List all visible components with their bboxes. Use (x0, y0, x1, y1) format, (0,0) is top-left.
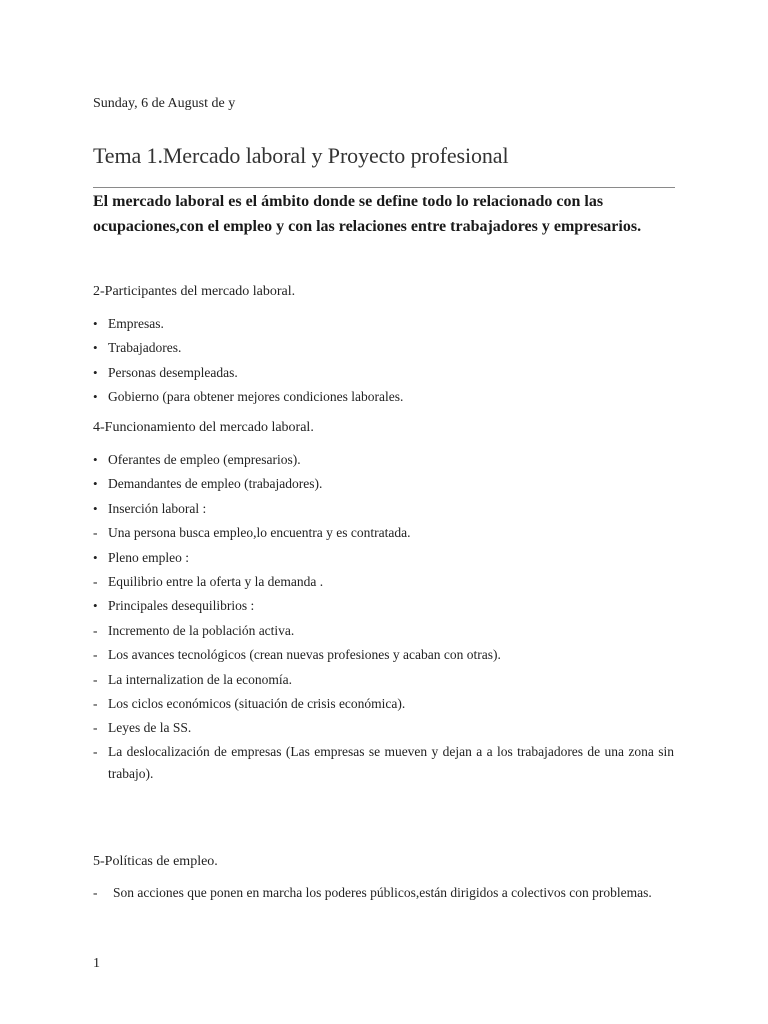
dash-icon: - (93, 696, 98, 712)
section-4-heading: 4-Funcionamiento del mercado laboral. (93, 420, 314, 435)
list-item (93, 619, 683, 643)
section-4-list (93, 448, 683, 786)
bullet-icon: • (93, 340, 98, 356)
dash-icon: - (93, 743, 98, 759)
list-item-text: Inserción laboral : (108, 500, 207, 516)
list-item (93, 472, 683, 496)
list-item (93, 336, 683, 360)
list-item (93, 497, 683, 521)
list-item-text: Leyes de la SS. (108, 720, 192, 736)
dash-icon: - (93, 622, 98, 638)
list-item-text: Una persona busca empleo,lo encuentra y es contratada. (108, 525, 411, 541)
section-2-list (93, 312, 683, 410)
list-item-text: Personas desempleadas. (108, 364, 238, 380)
dash-icon: - (93, 720, 98, 736)
dash-icon: - (93, 885, 98, 900)
document-title: Tema 1.Mercado laboral y Proyecto profesional (93, 143, 509, 168)
list-item (93, 668, 683, 692)
bullet-icon: • (93, 364, 98, 380)
list-item-text: Incremento de la población activa. (108, 622, 295, 638)
dash-icon: - (93, 574, 98, 590)
page-number: 1 (93, 956, 100, 971)
list-item (93, 741, 674, 786)
section-5-heading: 5-Políticas de empleo. (93, 854, 218, 869)
list-item (93, 716, 683, 740)
section-5-text: Son acciones que ponen en marcha los poderes públicos,están dirigidos a colectivos con problemas. (113, 885, 652, 900)
list-item-text: Pleno empleo : (108, 549, 189, 565)
list-item (93, 312, 683, 336)
list-item (93, 570, 683, 594)
bullet-icon: • (93, 389, 98, 405)
list-item-text: Los ciclos económicos (situación de crisis económica). (108, 696, 406, 712)
dash-icon: - (93, 647, 98, 663)
list-item-text: La deslocalización de empresas (Las empresas se mueven y dejan a a los trabajadores de una zona sin trabajo). (108, 743, 674, 782)
list-item-text: La internalization de la economía. (108, 671, 293, 687)
dash-icon: - (93, 525, 98, 541)
header-date: Sunday, 6 de August de y (93, 96, 236, 111)
title-underline (93, 187, 675, 188)
bullet-icon: • (93, 549, 98, 565)
bullet-icon: • (93, 452, 98, 467)
list-item-text: Trabajadores. (108, 340, 182, 356)
list-item-text: Los avances tecnológicos (crean nuevas profesiones y acaban con otras). (108, 647, 501, 663)
list-item-text: Gobierno (para obtener mejores condiciones laborales. (108, 389, 404, 405)
list-item-text: Principales desequilibrios : (108, 598, 255, 614)
list-item (93, 546, 683, 570)
list-item (93, 361, 683, 385)
list-item (93, 448, 683, 472)
bullet-icon: • (93, 598, 98, 614)
section-5-paragraph (93, 881, 675, 904)
bullet-icon: • (93, 500, 98, 516)
list-item-text: Demandantes de empleo (trabajadores). (108, 476, 323, 492)
list-item-text: Oferantes de empleo (empresarios). (108, 452, 301, 467)
list-item-text: Equilibrio entre la oferta y la demanda . (108, 574, 324, 590)
list-item (93, 692, 683, 716)
dash-icon: - (93, 671, 98, 687)
list-item (93, 594, 683, 618)
list-item (93, 643, 683, 667)
section-2-heading: 2-Participantes del mercado laboral. (93, 284, 296, 299)
list-item-text: Empresas. (108, 316, 164, 331)
list-item (93, 385, 683, 409)
list-item (93, 521, 683, 545)
intro-paragraph: El mercado laboral es el ámbito donde se define todo lo relacionado con las ocupaciones,con el empleo y con las relaciones entre trabajadores y empresarios. (93, 193, 642, 235)
bullet-icon: • (93, 316, 98, 331)
bullet-icon: • (93, 476, 98, 492)
